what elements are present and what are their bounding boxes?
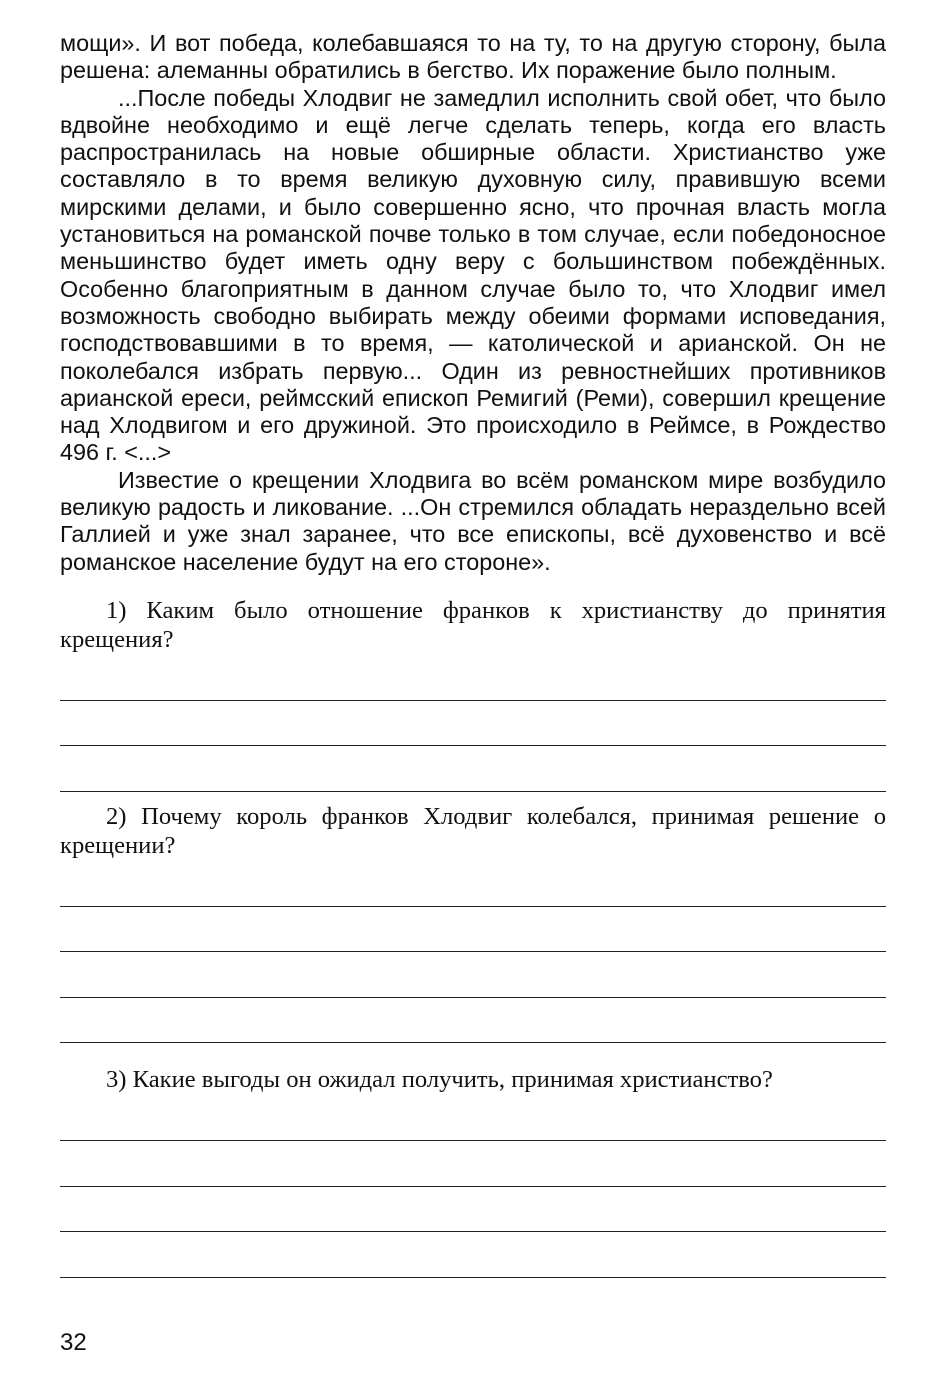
answer-line[interactable] xyxy=(60,998,886,1044)
answer-line[interactable] xyxy=(60,1232,886,1278)
answer-line[interactable] xyxy=(60,746,886,792)
answer-line[interactable] xyxy=(60,1094,886,1141)
answer-line[interactable] xyxy=(60,952,886,998)
passage-paragraph-2: ...После победы Хлодвиг не замедлил исполнить свой обет, что было вдвойне необходимо и ещё легче сделать теперь, когда его власть распространилась на новые обширные области. Христианство уже составляло в то время великую духовную силу, правившую всеми мирскими делами, и было совершенно ясно, что прочная власть могла установиться на романской почве только в том случае, если победоносное меньшинство будет иметь одну веру с большинством побеждённых. Особенно благоприятным в данном случае было то, что Хлодвиг имел возможность свободно выбирать между обеими формами исповедания, господствовавшими в то время, — католической и арианской. Он не поколебался избрать первую... Один из ревностнейших противников арианской ереси, реймсский епископ Ремигий (Реми), совершил крещение над Хлодвигом и его дружиной. Это происходило в Реймсе, в Рождество 496 г. <...> xyxy=(60,84,886,466)
source-passage xyxy=(60,30,886,576)
answer-area-2[interactable] xyxy=(60,860,886,1044)
answer-line[interactable] xyxy=(60,860,886,907)
page-number: 32 xyxy=(60,1329,87,1356)
answer-area-3[interactable] xyxy=(60,1094,886,1278)
answer-line[interactable] xyxy=(60,1141,886,1187)
answer-line[interactable] xyxy=(60,701,886,747)
question-3: 3) Какие выгоды он ожидал получить, принимая христианство? xyxy=(106,1066,773,1094)
passage-paragraph-3: Известие о крещении Хлодвига во всём романском мире возбудило великую радость и ликование. ...Он стремился обладать нераздельно всей Галлией и уже знал заранее, что все епископы, всё духовенство и всё романское население будут на его стороне». xyxy=(60,466,886,575)
question-1-block xyxy=(60,596,886,792)
question-3-block xyxy=(60,1065,886,1278)
passage-paragraph-1: мощи». И вот победа, колебавшаяся то на ту, то на другую сторону, была решена: алеманны обратились в бегство. Их поражение было полным. xyxy=(60,30,886,84)
answer-line[interactable] xyxy=(60,907,886,953)
workbook-page xyxy=(60,30,886,1278)
question-2-block xyxy=(60,802,886,1044)
answer-area-1[interactable] xyxy=(60,654,886,792)
answer-line[interactable] xyxy=(60,654,886,701)
answer-line[interactable] xyxy=(60,1187,886,1233)
question-1: 1) Каким было отношение франков к христианству до принятия крещения? xyxy=(60,596,886,653)
question-2: 2) Почему король франков Хлодвиг колебался, принимая решение о крещении? xyxy=(60,802,886,859)
